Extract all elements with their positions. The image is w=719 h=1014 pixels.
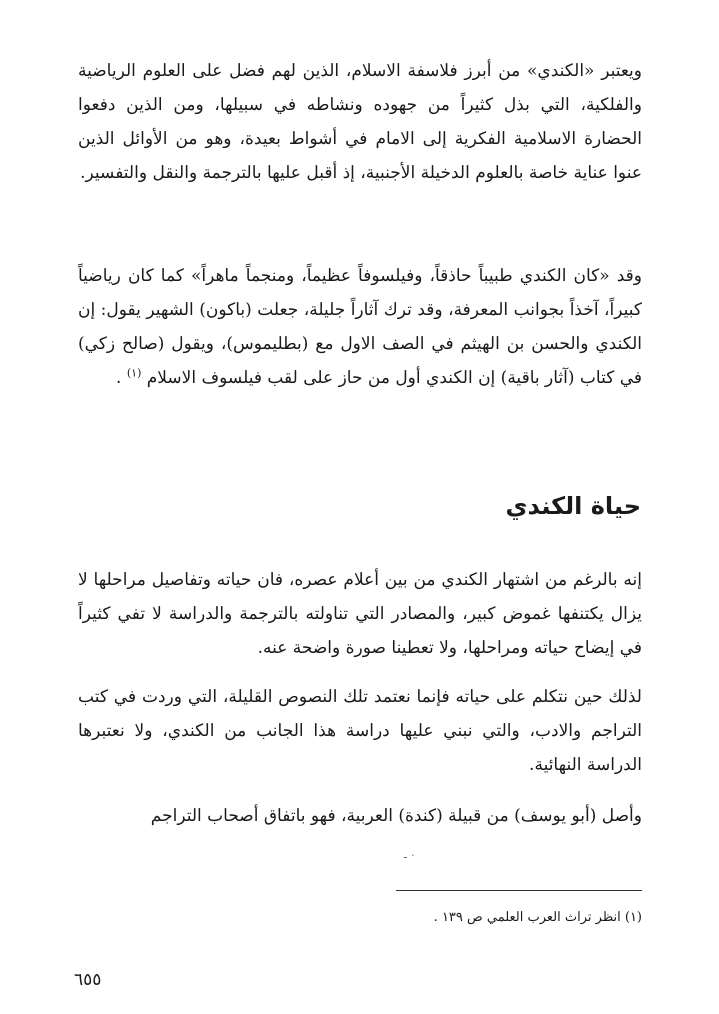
footnote-divider	[396, 890, 642, 891]
paragraph-end-period: .	[116, 368, 122, 388]
paragraph-obscurity: إنه بالرغم من اشتهار الكندي من بين أعلام عصره، فان حياته وتفاصيل مراحلها لا يزال يكتنفها غموض كبير، والمصادر التي تناولته بالترجمة والدراسة لا تفي كثيراً في إيضاح حياته ومراحلها، ولا تعطينا صورة واضحة عنه.	[78, 570, 642, 658]
paragraph-intro: ويعتبر «الكندي» من أبرز فلاسفة الاسلام، الذين لهم فضل على العلوم الرياضية والفلكية، التي بذل كثيراً من جهوده ونشاطه في سبيلها، ومن الذين دفعوا الحضارة الاسلامية الفكرية إلى الامام في أشواط بعيدة، وهو من الأوائل الذين عنوا عناية خاصة بالعلوم الدخيلة الأجنبية، إذ أقبل عليها بالترجمة والنقل والتفسير.	[78, 61, 642, 183]
page-number: ٦٥٥	[74, 970, 102, 990]
footnote-reference: (١)	[126, 366, 142, 380]
stray-mark: ٠ ـ	[404, 850, 416, 861]
section-heading: حياة الكندي	[505, 492, 641, 520]
paragraph-kindi-praise	[78, 259, 642, 395]
paragraph-kindi-praise-text: وقد «كان الكندي طبيباً حاذقاً، وفيلسوفاً عظيماً، ومنجماً ماهراً» كما كان رياضياً كبيراً، آخذاً بجوانب المعرفة، وقد ترك آثاراً جليلة، جعلت (باكون) الشهير يقول: إن الكندي والحسن بن الهيثم في الصف الاول مع (بطليموس)، ويقول (صالح زكي) في كتاب (آثار باقية) إن الكندي أول من حاز على لقب فيلسوف الاسلام	[78, 266, 642, 388]
paragraph-sources: لذلك حين نتكلم على حياته فإنما نعتمد تلك النصوص القليلة، التي وردت في كتب التراجم والادب، والتي نبني عليها دراسة هذا الجانب من الكندي، ولا نعتبرها الدراسة النهائية.	[78, 687, 642, 775]
paragraph-origin: وأصل (أبو يوسف) من قبيلة (كندة) العربية، فهو باتفاق أصحاب التراجم	[150, 806, 642, 826]
footnote: (١) انظر تراث العرب العلمي ص ١٣٩ .	[433, 910, 642, 925]
